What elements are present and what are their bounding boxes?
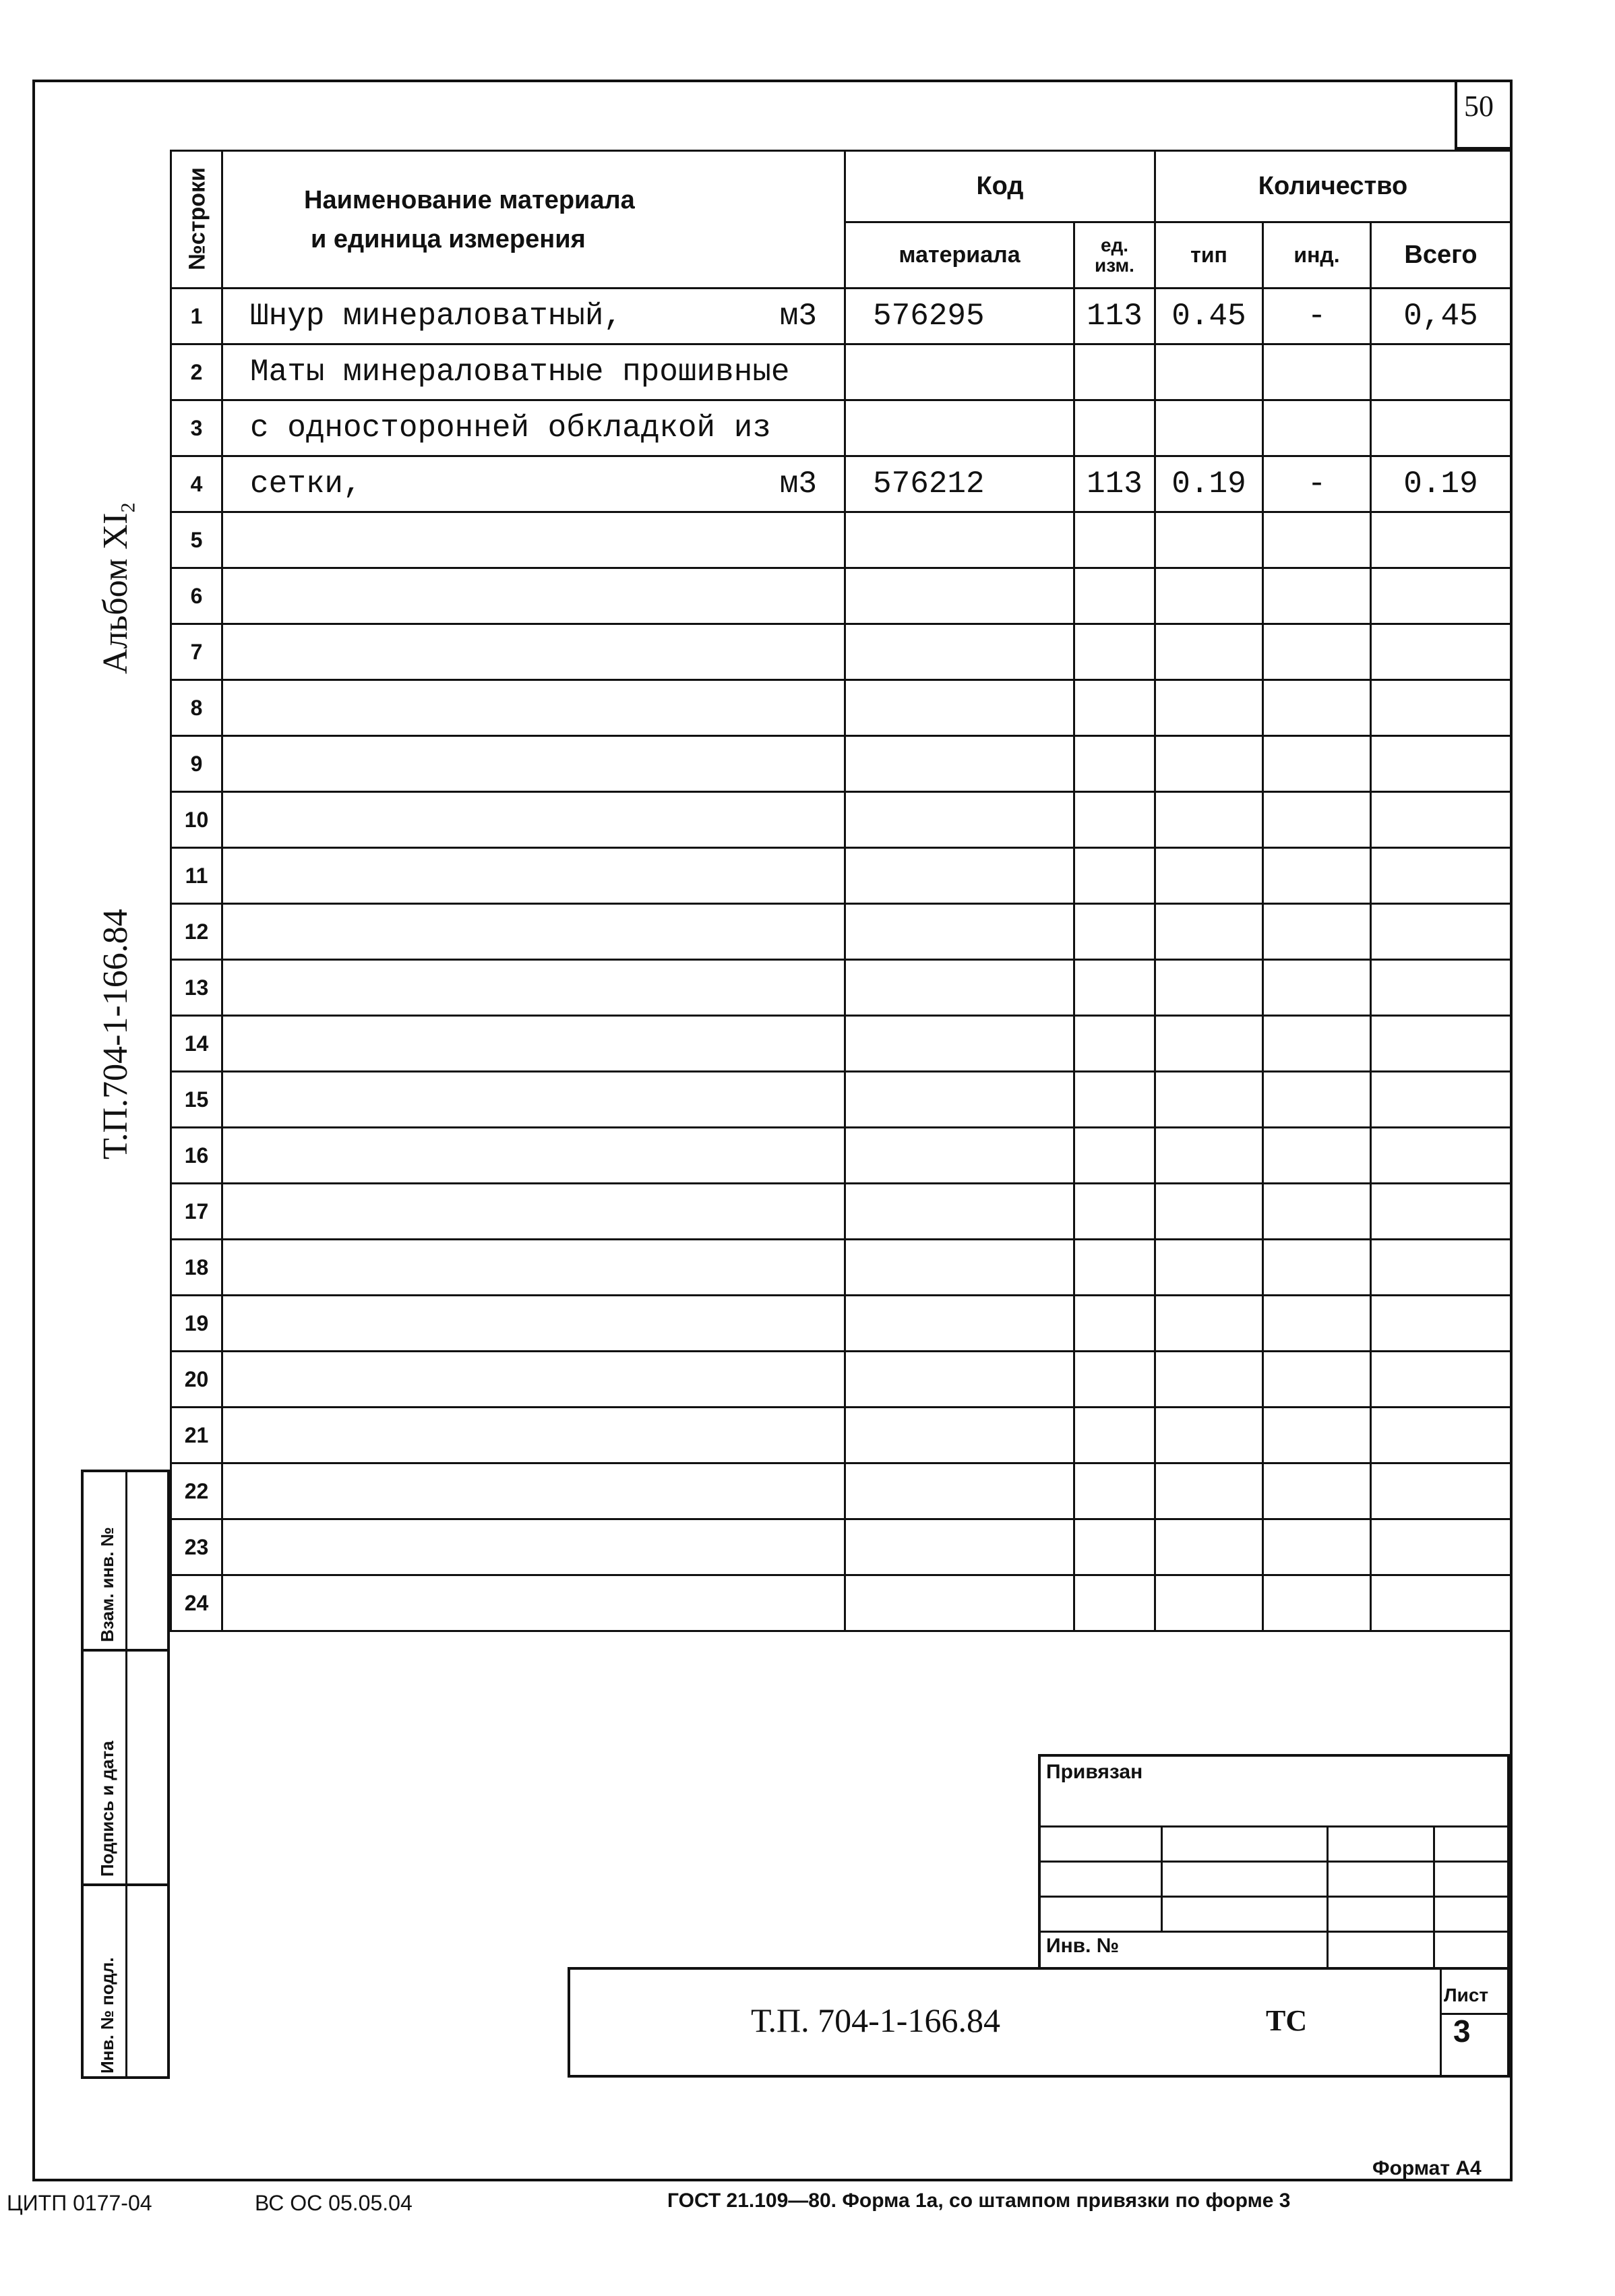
row-number: 5 [171,512,222,568]
qty-type [1155,512,1263,568]
unit-code [1074,960,1155,1016]
qty-total [1371,1463,1511,1519]
table-row [171,400,1511,456]
material-name [222,1240,845,1296]
title-block-code: ТС [1266,2004,1308,2037]
unit-code [1074,1519,1155,1575]
materials-table [170,150,1512,1632]
row-number: 19 [171,1296,222,1352]
material-code [845,624,1074,680]
unit-code [1074,1463,1155,1519]
row-number: 10 [171,792,222,848]
table-row [171,624,1511,680]
podpis-data-label: Подпись и дата [97,1741,117,1877]
material-name: Шнур минераловатный, м3 [222,289,845,344]
page-number: 50 [1464,90,1494,123]
material-name [222,1408,845,1463]
qty-ind [1263,1463,1371,1519]
qty-ind [1263,344,1371,400]
qty-ind: - [1263,456,1371,512]
row-number: 14 [171,1016,222,1072]
qty-ind [1263,848,1371,904]
qty-ind [1263,624,1371,680]
material-name [222,680,845,736]
qty-ind [1263,568,1371,624]
material-name: с односторонней обкладкой из [222,400,845,456]
unit-code [1074,1240,1155,1296]
material-name: Маты минераловатные прошивные [222,344,845,400]
table-row [171,1575,1511,1631]
qty-ind [1263,736,1371,792]
table-row [171,568,1511,624]
title-block [568,1967,1510,2078]
qty-type [1155,1463,1263,1519]
row-number: 1 [171,289,222,344]
material-code [845,1128,1074,1184]
table-row [171,344,1511,400]
qty-total [1371,1128,1511,1184]
row-number: 22 [171,1463,222,1519]
qty-type [1155,1519,1263,1575]
header-row-number: №строки [171,151,222,289]
qty-total [1371,568,1511,624]
row-number: 11 [171,848,222,904]
qty-ind [1263,1240,1371,1296]
qty-ind [1263,1352,1371,1408]
unit-code [1074,792,1155,848]
qty-type [1155,736,1263,792]
row-number: 2 [171,344,222,400]
table-row [171,904,1511,960]
material-code [845,1296,1074,1352]
material-name [222,1296,845,1352]
row-number: 6 [171,568,222,624]
inv-podl-label: Инв. № подл. [97,1957,117,2074]
table-row [171,1296,1511,1352]
material-name [222,568,845,624]
project-code-vertical: Т.П.704-1-166.84 [96,909,135,1159]
header-code-group: Код [845,151,1155,222]
qty-total [1371,1575,1511,1631]
material-code [845,344,1074,400]
qty-type [1155,1240,1263,1296]
material-code: 576295 [845,289,1074,344]
row-number: 13 [171,960,222,1016]
header-qty-group: Количество [1155,151,1511,222]
material-code [845,1016,1074,1072]
qty-ind: - [1263,289,1371,344]
album-label: Альбом $XI_2$ [96,502,140,674]
table-row [171,960,1511,1016]
material-name [222,1016,845,1072]
qty-total [1371,1352,1511,1408]
footer-vs-os: ВС ОС 05.05.04 [255,2191,413,2215]
material-name: сетки, м3 [222,456,845,512]
unit-code [1074,1575,1155,1631]
qty-ind [1263,512,1371,568]
material-name [222,624,845,680]
qty-ind [1263,960,1371,1016]
footer-gost: ГОСТ 21.109—80. Форма 1а, со штампом привязки по форме 3 [667,2189,1291,2212]
material-name [222,1463,845,1519]
unit-code [1074,624,1155,680]
qty-total [1371,848,1511,904]
qty-type [1155,680,1263,736]
header-qty-total: Всего [1371,222,1511,289]
table-row [171,456,1511,512]
sheet-label: Лист [1444,1985,1489,2005]
material-code [845,1519,1074,1575]
inv-no-label: Инв. № [1046,1935,1120,1957]
material-name [222,904,845,960]
header-qty-type: тип [1155,222,1263,289]
material-code [845,792,1074,848]
qty-type [1155,400,1263,456]
qty-total [1371,1072,1511,1128]
vzam-inv-label: Взам. инв. № [97,1527,117,1642]
qty-total: 0,45 [1371,289,1511,344]
qty-total [1371,1408,1511,1463]
unit-code [1074,1296,1155,1352]
qty-total [1371,624,1511,680]
table-row [171,1072,1511,1128]
unit-code [1074,1072,1155,1128]
qty-ind [1263,1575,1371,1631]
title-block-project: Т.П. 704-1-166.84 [751,2001,1000,2039]
format-label: Формат А4 [1372,2157,1482,2179]
qty-total [1371,1296,1511,1352]
material-name [222,1072,845,1128]
material-name [222,1519,845,1575]
material-name [222,960,845,1016]
table-row [171,1519,1511,1575]
qty-total [1371,344,1511,400]
row-number: 16 [171,1128,222,1184]
row-number: 4 [171,456,222,512]
row-number: 3 [171,400,222,456]
row-number: 24 [171,1575,222,1631]
table-row [171,792,1511,848]
unit-code [1074,736,1155,792]
unit-code [1074,1352,1155,1408]
row-number: 8 [171,680,222,736]
qty-total [1371,1519,1511,1575]
qty-ind [1263,400,1371,456]
unit-code [1074,400,1155,456]
material-name [222,792,845,848]
unit-code [1074,848,1155,904]
material-code [845,1352,1074,1408]
qty-ind [1263,1072,1371,1128]
table-row [171,1240,1511,1296]
header-code-material: материала [845,222,1074,289]
qty-type [1155,1184,1263,1240]
material-name [222,1575,845,1631]
qty-type [1155,1575,1263,1631]
material-code: 576212 [845,456,1074,512]
footer-citp: ЦИТП 0177-04 [7,2191,152,2215]
row-number: 20 [171,1352,222,1408]
table-row [171,1184,1511,1240]
material-unit: м3 [779,466,817,502]
table-row [171,1016,1511,1072]
unit-code [1074,568,1155,624]
qty-type [1155,848,1263,904]
row-number: 18 [171,1240,222,1296]
unit-code [1074,904,1155,960]
material-code [845,512,1074,568]
qty-type [1155,1072,1263,1128]
qty-ind [1263,792,1371,848]
unit-code: 113 [1074,456,1155,512]
qty-ind [1263,904,1371,960]
left-stamp [81,1470,170,2079]
row-number: 23 [171,1519,222,1575]
row-number: 15 [171,1072,222,1128]
material-code [845,848,1074,904]
qty-type [1155,904,1263,960]
qty-type [1155,568,1263,624]
table-row [171,289,1511,344]
qty-total [1371,1240,1511,1296]
row-number: 9 [171,736,222,792]
qty-ind [1263,1519,1371,1575]
table-row [171,1463,1511,1519]
material-code [845,904,1074,960]
qty-type [1155,1408,1263,1463]
material-code [845,960,1074,1016]
qty-ind [1263,1296,1371,1352]
header-qty-ind: инд. [1263,222,1371,289]
qty-type: 0.19 [1155,456,1263,512]
unit-code: 113 [1074,289,1155,344]
material-code [845,680,1074,736]
material-code [845,1408,1074,1463]
qty-ind [1263,1128,1371,1184]
table-row [171,680,1511,736]
material-code [845,568,1074,624]
unit-code [1074,1184,1155,1240]
qty-total [1371,960,1511,1016]
qty-type [1155,1016,1263,1072]
row-number: 7 [171,624,222,680]
material-code [845,1184,1074,1240]
qty-type [1155,1128,1263,1184]
unit-code [1074,344,1155,400]
table-row [171,1408,1511,1463]
qty-type [1155,960,1263,1016]
material-name [222,1352,845,1408]
binding-stamp [1038,1754,1510,1970]
material-name [222,1128,845,1184]
row-number: 21 [171,1408,222,1463]
table-row [171,1128,1511,1184]
unit-code [1074,680,1155,736]
material-code [845,1463,1074,1519]
material-code [845,1072,1074,1128]
qty-total [1371,904,1511,960]
qty-total: 0.19 [1371,456,1511,512]
binding-label: Привязан [1046,1761,1143,1783]
qty-type [1155,792,1263,848]
material-name [222,848,845,904]
table-row [171,512,1511,568]
table-row [171,736,1511,792]
qty-type: 0.45 [1155,289,1263,344]
qty-ind [1263,1184,1371,1240]
unit-code [1074,1128,1155,1184]
header-name: Наименование материала и единица измерения [222,151,845,289]
unit-code [1074,1408,1155,1463]
qty-total [1371,680,1511,736]
material-name [222,1184,845,1240]
material-code [845,1575,1074,1631]
qty-total [1371,1184,1511,1240]
unit-code [1074,512,1155,568]
table-row [171,1352,1511,1408]
row-number: 17 [171,1184,222,1240]
row-number: 12 [171,904,222,960]
material-name [222,736,845,792]
qty-type [1155,344,1263,400]
qty-ind [1263,1016,1371,1072]
material-code [845,1240,1074,1296]
header-code-unit: ед. изм. [1074,222,1155,289]
qty-type [1155,1352,1263,1408]
material-unit: м3 [779,299,817,334]
material-name [222,512,845,568]
qty-ind [1263,1408,1371,1463]
qty-type [1155,1296,1263,1352]
material-code [845,400,1074,456]
qty-total [1371,512,1511,568]
table-row [171,848,1511,904]
qty-ind [1263,680,1371,736]
material-code [845,736,1074,792]
qty-total [1371,400,1511,456]
sheet-number: 3 [1453,2014,1471,2049]
qty-total [1371,792,1511,848]
qty-type [1155,624,1263,680]
unit-code [1074,1016,1155,1072]
qty-total [1371,736,1511,792]
qty-total [1371,1016,1511,1072]
